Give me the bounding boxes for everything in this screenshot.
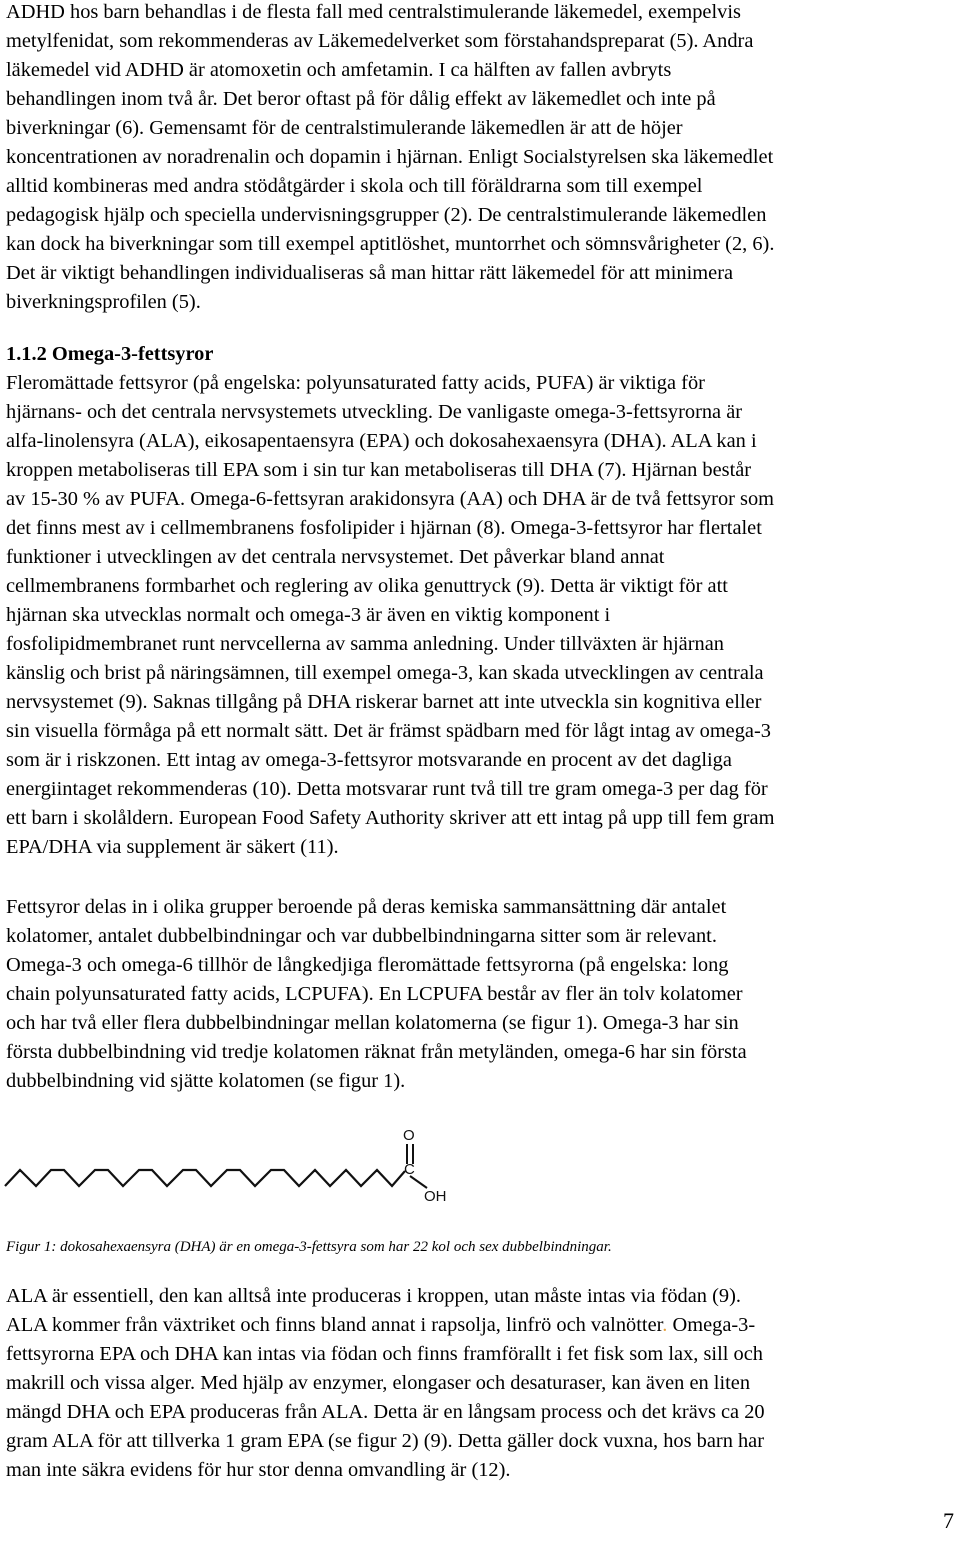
text-line bbox=[6, 1311, 956, 1340]
text-line: av 15-30 % av PUFA. Omega-6-fettsyran arakidonsyra (AA) och DHA är de två fettsyror som bbox=[6, 488, 775, 510]
accent-period: . bbox=[662, 1314, 668, 1336]
text-line: dubbelbindning vid sjätte kolatomen (se figur 1). bbox=[6, 1070, 406, 1092]
text-line: det finns mest av i cellmembranens fosfolipider i hjärnan (8). Omega-3-fettsyror har flertalet bbox=[6, 517, 762, 539]
text-line: känslig och brist på näringsämnen, till exempel omega-3, kan skada utvecklingen av centrala bbox=[6, 662, 764, 684]
text-line: energiintaget rekommenderas (10). Detta motsvarar runt två till tre gram omega-3 per dag för bbox=[6, 778, 768, 800]
text-line: kan dock ha biverkningar som till exempel aptitlöshet, muntorrhet och sömnsvårigheter (2, 6). bbox=[6, 233, 775, 255]
text-line: mängd DHA och EPA produceras från ALA. Detta är en långsam process och det krävs ca 20 bbox=[6, 1401, 765, 1423]
page-number: 7 bbox=[943, 1508, 954, 1533]
paragraph-adhd-treatment bbox=[6, 0, 956, 317]
text-line: man inte säkra evidens för hur stor denna omvandling är (12). bbox=[6, 1459, 511, 1481]
text-line: fettsyrorna EPA och DHA kan intas via födan och finns framförallt i fet fisk som lax, sill och bbox=[6, 1343, 763, 1365]
text-line: första dubbelbindning vid tredje kolatomen räknat från metyländen, omega-6 har sin första bbox=[6, 1041, 747, 1063]
section-heading: 1.1.2 Omega-3-fettsyror bbox=[6, 343, 214, 365]
text-line: sin visuella förmåga på ett normalt sätt. Det är främst spädbarn med för lågt intag av omega-3 bbox=[6, 720, 771, 742]
text-line: biverkningsprofilen (5). bbox=[6, 291, 201, 313]
text-segment: ALA kommer från växtriket och finns bland annat i rapsolja, linfrö och valnötter bbox=[6, 1314, 663, 1336]
figure-caption: Figur 1: dokosahexaensyra (DHA) är en omega-3-fettsyra som har 22 kol och sex dubbelbindningar. bbox=[6, 1239, 612, 1255]
text-line: alltid kombineras med andra stödåtgärder i skola och till föräldrarna som till exempel bbox=[6, 175, 703, 197]
carbon-chain bbox=[5, 1170, 405, 1186]
text-line: ADHD hos barn behandlas i de flesta fall med centralstimulerande läkemedel, exempelvis bbox=[6, 1, 741, 23]
text-line: hjärnans- och det centrala nervsystemets utveckling. De vanligaste omega-3-fettsyrorna är bbox=[6, 401, 743, 423]
text-line: kolatomer, antalet dubbelbindningar och var dubbelbindningarna sitter som är relevant. bbox=[6, 925, 717, 947]
dha-molecule-figure bbox=[0, 1118, 480, 1210]
text-line: chain polyunsaturated fatty acids, LCPUFA). En LCPUFA består av fler än tolv kolatomer bbox=[6, 983, 743, 1005]
text-line: EPA/DHA via supplement är säkert (11). bbox=[6, 836, 339, 858]
paragraph-ala bbox=[6, 1282, 956, 1485]
text-line: Det är viktigt behandlingen individualiseras så man hittar rätt läkemedel för att minimera bbox=[6, 262, 734, 284]
text-line: koncentrationen av noradrenalin och dopamin i hjärnan. Enligt Socialstyrelsen ska läkemedlet bbox=[6, 146, 774, 168]
text-line: Fettsyror delas in i olika grupper beroende på deras kemiska sammansättning där antalet bbox=[6, 896, 727, 918]
carbon-atom-label: C bbox=[404, 1161, 415, 1178]
text-line: hjärnan ska utvecklas normalt och omega-3 är även en viktig komponent i bbox=[6, 604, 611, 626]
text-line: Omega-3 och omega-6 tillhör de långkedjiga fleromättade fettsyrorna (på engelska: long bbox=[6, 954, 729, 976]
text-line: som är i riskzonen. Ett intag av omega-3-fettsyror motsvarande en procent av det dagliga bbox=[6, 749, 732, 771]
text-segment: Omega-3- bbox=[667, 1314, 756, 1336]
text-line: ett barn i skolåldern. European Food Safety Authority skriver att ett intag på upp till fem gram bbox=[6, 807, 775, 829]
text-line: gram ALA för att tillverka 1 gram EPA (se figur 2) (9). Detta gäller dock vuxna, hos barn har bbox=[6, 1430, 765, 1452]
paragraph-fatty-acid-groups bbox=[6, 893, 956, 1096]
text-line: nervsystemet (9). Saknas tillgång på DHA riskerar barnet att inte utveckla sin kognitiva eller bbox=[6, 691, 762, 713]
hydroxyl-atom-label: OH bbox=[424, 1188, 447, 1205]
text-line: kroppen metaboliseras till EPA som i sin tur kan metaboliseras till DHA (7). Hjärnan består bbox=[6, 459, 752, 481]
text-line: metylfenidat, som rekommenderas av Läkemedelverket som förstahandspreparat (5). Andra bbox=[6, 30, 754, 52]
text-line: alfa-linolensyra (ALA), eikosapentaensyra (EPA) och dokosahexaensyra (DHA). ALA kan i bbox=[6, 430, 757, 452]
text-line: och har två eller flera dubbelbindningar mellan kolatomerna (se figur 1). Omega-3 har sin bbox=[6, 1012, 739, 1034]
text-line: makrill och vissa alger. Med hjälp av enzymer, elongaser och desaturaser, kan även en liten bbox=[6, 1372, 751, 1394]
text-line: funktioner i utvecklingen av det centrala nervsystemet. Det påverkar bland annat bbox=[6, 546, 665, 568]
text-line: läkemedel vid ADHD är atomoxetin och amfetamin. I ca hälften av fallen avbryts bbox=[6, 59, 672, 81]
text-line: behandlingen inom två år. Det beror oftast på för dålig effekt av läkemedlet och inte på bbox=[6, 88, 716, 110]
oxygen-atom-label: O bbox=[403, 1127, 415, 1144]
text-line: pedagogisk hjälp och speciella undervisningsgrupper (2). De centralstimulerande läkemedlen bbox=[6, 204, 767, 226]
text-line: fosfolipidmembranet runt nervcellerna av samma anledning. Under tillväxten är hjärnan bbox=[6, 633, 724, 655]
text-line: cellmembranens formbarhet och reglering av olika genuttryck (9). Detta är viktigt för att bbox=[6, 575, 728, 597]
text-line: biverkningar (6). Gemensamt för de centralstimulerande läkemedlen är att de höjer bbox=[6, 117, 683, 139]
paragraph-omega-3 bbox=[6, 369, 956, 862]
text-line: ALA är essentiell, den kan alltså inte produceras i kroppen, utan måste intas via födan (9). bbox=[6, 1285, 741, 1307]
text-line: Fleromättade fettsyror (på engelska: polyunsaturated fatty acids, PUFA) är viktiga för bbox=[6, 372, 705, 394]
